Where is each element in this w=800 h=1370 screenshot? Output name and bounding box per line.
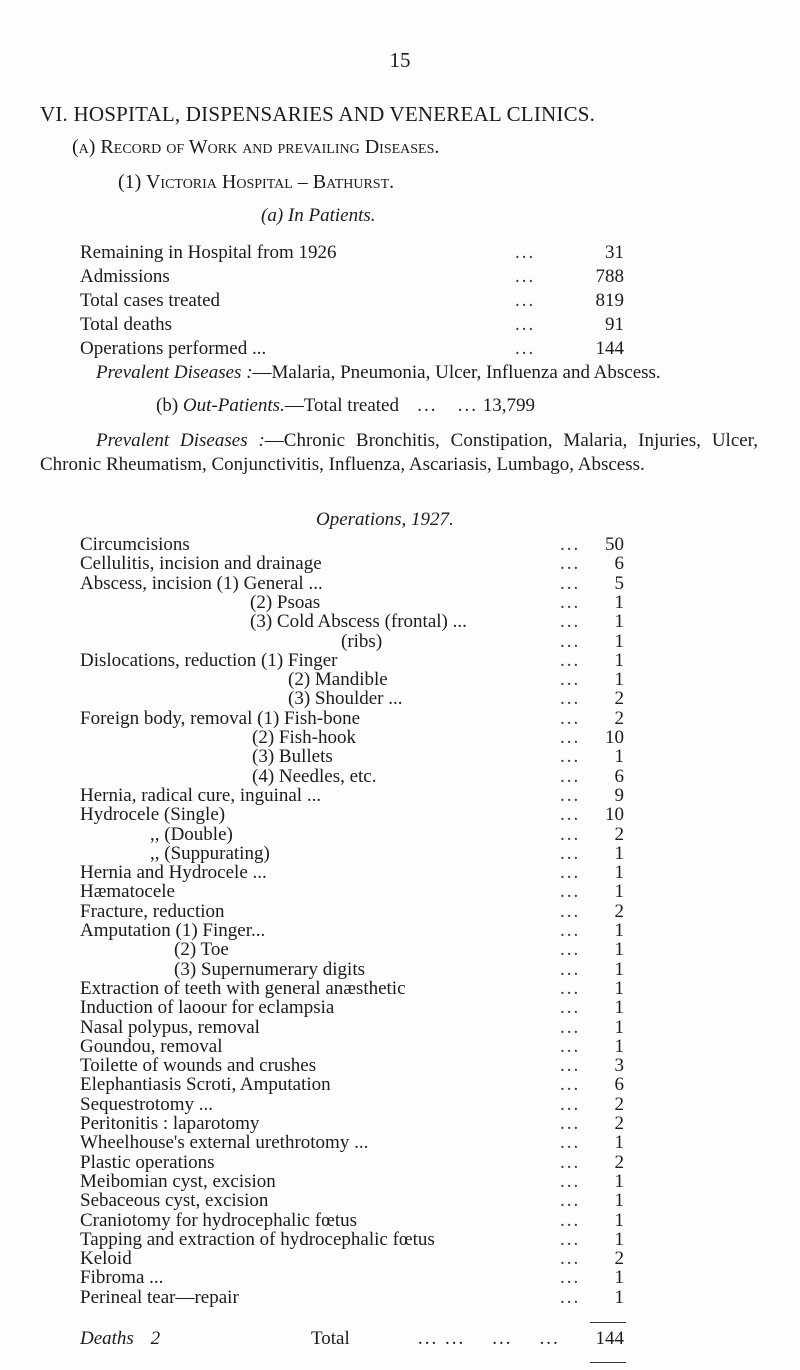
row-value: 3 — [614, 1055, 624, 1077]
row-value: 2 — [614, 1151, 624, 1173]
leader-dots: ... — [560, 765, 581, 787]
row-label: Amputation (1) Finger... — [80, 920, 266, 941]
leader-dots: ... — [560, 1151, 581, 1173]
leader-dots: ... — [560, 804, 581, 826]
leader-dots: ... — [560, 1228, 581, 1250]
leader-dots: ... — [560, 920, 581, 941]
row-value: 1 — [614, 669, 624, 691]
leader-dots: ... — [560, 1074, 581, 1096]
row-label: (2) Psoas — [250, 591, 321, 613]
row-value: 788 — [595, 266, 624, 287]
row-label: Plastic operations — [80, 1151, 215, 1173]
total-bottom-rule — [590, 1362, 626, 1363]
leader-dots: ... — [560, 1113, 581, 1134]
leader-dots: ... — [560, 862, 581, 884]
leader-dots: ... ... ... ... — [418, 1328, 560, 1349]
row-label: Peritonitis : laparotomy — [80, 1113, 260, 1134]
prevalent-in-patients — [40, 361, 758, 385]
row-value: 1 — [614, 591, 624, 613]
leader-dots: ... — [560, 958, 581, 980]
footer-deaths — [80, 1328, 160, 1350]
row-label: Operations performed ... — [80, 338, 267, 359]
row-label: ,, (Suppurating) — [150, 842, 270, 864]
row-label: ,, (Double) — [150, 823, 233, 845]
row-label: (4) Needles, etc. — [252, 765, 377, 787]
row-value: 9 — [614, 784, 624, 806]
leader-dots: ... — [560, 1016, 581, 1038]
row-value: 1 — [614, 630, 624, 652]
leader-dots: ... — [560, 881, 581, 903]
row-value: 2 — [614, 1113, 624, 1134]
row-label: Craniotomy for hydrocephalic fœtus — [80, 1209, 358, 1231]
row-label: Hydrocele (Single) — [80, 804, 226, 826]
row-label: (ribs) — [341, 630, 383, 652]
out-patients-total: 13,799 — [482, 395, 535, 416]
leader-dots: ... — [560, 1248, 581, 1270]
row-label: Goundou, removal — [80, 1035, 223, 1057]
leader-dots: ... — [560, 649, 581, 671]
table-row — [0, 266, 800, 290]
row-label: Hernia, radical cure, inguinal ... — [80, 784, 322, 806]
row-value: 6 — [614, 765, 624, 787]
leader-dots: ... — [560, 572, 581, 594]
total-top-rule — [590, 1322, 626, 1323]
row-value: 1 — [614, 611, 624, 633]
leader-dots: ... — [560, 939, 581, 961]
row-label: Remaining in Hospital from 1926 — [80, 242, 337, 263]
row-label: (2) Fish-hook — [252, 727, 356, 748]
footer-total-value: 144 — [595, 1328, 624, 1349]
row-label: (3) Shoulder ... — [288, 688, 403, 710]
row-label: Extraction of teeth with general anæsthetic — [80, 977, 406, 999]
row-label: Fibroma ... — [80, 1267, 164, 1289]
leader-dots: ... — [560, 1190, 581, 1212]
row-label: Toilette of wounds and crushes — [80, 1055, 317, 1077]
row-value: 2 — [614, 900, 624, 922]
row-label: (3) Cold Abscess (frontal) ... — [250, 611, 467, 633]
row-label: Hæmatocele — [80, 881, 175, 903]
page-number: 15 — [389, 48, 411, 72]
row-label: Fracture, reduction — [80, 900, 225, 922]
prevalent-text: —Chronic Bronchitis, Constipation, Malaria, Injuries, Ulcer, Chronic Rheumatism, Conjunctivitis, Influenza, Ascariasis, Lumbago, Abscess. — [40, 430, 758, 475]
subsection-heading: (a) Record of Work and prevailing Diseases. — [72, 136, 440, 158]
leader-dots: ... — [515, 242, 536, 263]
leader-dots: ... — [560, 1286, 581, 1308]
row-value: 1 — [614, 881, 624, 903]
row-value: 2 — [614, 688, 624, 710]
row-value: 6 — [614, 1074, 624, 1096]
row-value: 1 — [614, 997, 624, 1019]
leader-dots: ... — [560, 1170, 581, 1192]
row-value: 1 — [614, 1286, 624, 1308]
leader-dots: ... — [560, 784, 581, 806]
leader-dots: ... — [560, 977, 581, 999]
section-title: VI. HOSPITAL, DISPENSARIES AND VENEREAL CLINICS. — [40, 102, 596, 126]
leader-dots: ... — [560, 842, 581, 864]
row-value: 2 — [614, 823, 624, 845]
leader-dots: ... — [560, 823, 581, 845]
leader-dots: ... — [560, 746, 581, 768]
deaths-value: 2 — [150, 1328, 161, 1349]
row-label: Meibomian cyst, excision — [80, 1170, 276, 1192]
leader-dots: ... — [560, 1055, 581, 1077]
row-value: 31 — [605, 242, 624, 263]
leader-dots: ... — [560, 611, 581, 633]
leader-dots: ... — [515, 290, 536, 311]
table-row — [0, 242, 800, 266]
leader-dots: ... — [560, 1035, 581, 1057]
prevalent-out-patients — [40, 429, 758, 477]
leader-dots: ... — [560, 707, 581, 729]
row-label: Abscess, incision (1) General ... — [80, 572, 323, 594]
row-label: Admissions — [80, 266, 170, 287]
out-patients-heading: Out-Patients. — [182, 395, 285, 416]
row-label: Nasal polypus, removal — [80, 1016, 260, 1038]
row-value: 1 — [614, 939, 624, 961]
row-value: 1 — [614, 1209, 624, 1231]
prevalent-lead: Prevalent Diseases : — [96, 362, 253, 383]
row-label: Hernia and Hydrocele ... — [80, 862, 267, 884]
row-value: 10 — [605, 727, 624, 748]
leader-dots: ... — [560, 591, 581, 613]
table-row — [0, 338, 800, 362]
row-value: 6 — [614, 553, 624, 575]
row-label: Wheelhouse's external urethrotomy ... — [80, 1132, 369, 1154]
row-label: Total cases treated — [80, 290, 221, 311]
prevalent-lead: Prevalent Diseases : — [96, 430, 265, 451]
table-row — [0, 1287, 800, 1311]
row-value: 1 — [614, 1267, 624, 1289]
row-label: (2) Mandible — [288, 669, 388, 691]
leader-dots: ... — [560, 1093, 581, 1115]
row-value: 50 — [605, 534, 624, 555]
row-value: 1 — [614, 862, 624, 884]
leader-dots: ... — [515, 266, 536, 287]
row-value: 2 — [614, 1248, 624, 1270]
out-patients-line — [156, 395, 535, 417]
row-label: Elephantiasis Scroti, Amputation — [80, 1074, 331, 1096]
row-label: Sebaceous cyst, excision — [80, 1190, 269, 1212]
row-value: 1 — [614, 1035, 624, 1057]
row-label: Dislocations, reduction (1) Finger — [80, 649, 338, 671]
row-label: Cellulitis, incision and drainage — [80, 553, 322, 575]
table-row — [0, 314, 800, 338]
row-label: Total deaths — [80, 314, 173, 335]
deaths-label: Deaths — [80, 1328, 134, 1349]
row-value: 1 — [614, 977, 624, 999]
row-label: (3) Bullets — [252, 746, 333, 768]
out-patients-text: —Total treated — [284, 395, 399, 416]
operations-heading: Operations, 1927. — [316, 509, 454, 530]
leader-dots: ... — [515, 314, 536, 335]
out-patients-lead: (b) — [156, 395, 179, 416]
footer-total-label: Total — [311, 1328, 350, 1349]
leader-dots: ... — [560, 1267, 581, 1289]
row-label: (2) Toe — [174, 939, 229, 961]
row-label: Tapping and extraction of hydrocephalic fœtus — [80, 1228, 435, 1250]
row-value: 1 — [614, 1132, 624, 1154]
row-label: Keloid — [80, 1248, 132, 1270]
leader-dots: ... — [515, 338, 536, 359]
leader-dots: ... — [560, 997, 581, 1019]
row-value: 2 — [614, 1093, 624, 1115]
leader-dots: ... — [560, 630, 581, 652]
leader-dots: ... — [560, 688, 581, 710]
leader-dots: ... — [560, 727, 581, 748]
leader-dots: ... — [560, 669, 581, 691]
row-value: 144 — [595, 338, 624, 359]
hospital-heading: (1) Victoria Hospital – Bathurst. — [118, 171, 395, 193]
row-value: 5 — [614, 572, 624, 594]
row-value: 2 — [614, 707, 624, 729]
row-value: 1 — [614, 1170, 624, 1192]
row-value: 1 — [614, 1016, 624, 1038]
leader-dots: ... ... — [403, 395, 478, 416]
leader-dots: ... — [560, 1132, 581, 1154]
leader-dots: ... — [560, 534, 581, 555]
row-value: 1 — [614, 649, 624, 671]
row-label: (3) Supernumerary digits — [174, 958, 366, 980]
row-value: 1 — [614, 920, 624, 941]
row-value: 1 — [614, 1228, 624, 1250]
row-value: 1 — [614, 842, 624, 864]
row-label: Perineal tear—repair — [80, 1286, 239, 1308]
row-value: 91 — [605, 314, 624, 335]
row-label: Sequestrotomy ... — [80, 1093, 213, 1115]
table-row — [0, 290, 800, 314]
row-value: 1 — [614, 746, 624, 768]
row-label: Induction of laoour for eclampsia — [80, 997, 335, 1019]
leader-dots: ... — [560, 553, 581, 575]
prevalent-text: —Malaria, Pneumonia, Ulcer, Influenza and Abscess. — [252, 362, 661, 383]
row-value: 1 — [614, 958, 624, 980]
row-label: Circumcisions — [80, 534, 190, 555]
leader-dots: ... — [560, 900, 581, 922]
row-label: Foreign body, removal (1) Fish-bone — [80, 707, 361, 729]
in-patients-heading: (a) In Patients. — [261, 205, 376, 226]
row-value: 10 — [605, 804, 624, 826]
row-value: 1 — [614, 1190, 624, 1212]
leader-dots: ... — [560, 1209, 581, 1231]
row-value: 819 — [595, 290, 624, 311]
